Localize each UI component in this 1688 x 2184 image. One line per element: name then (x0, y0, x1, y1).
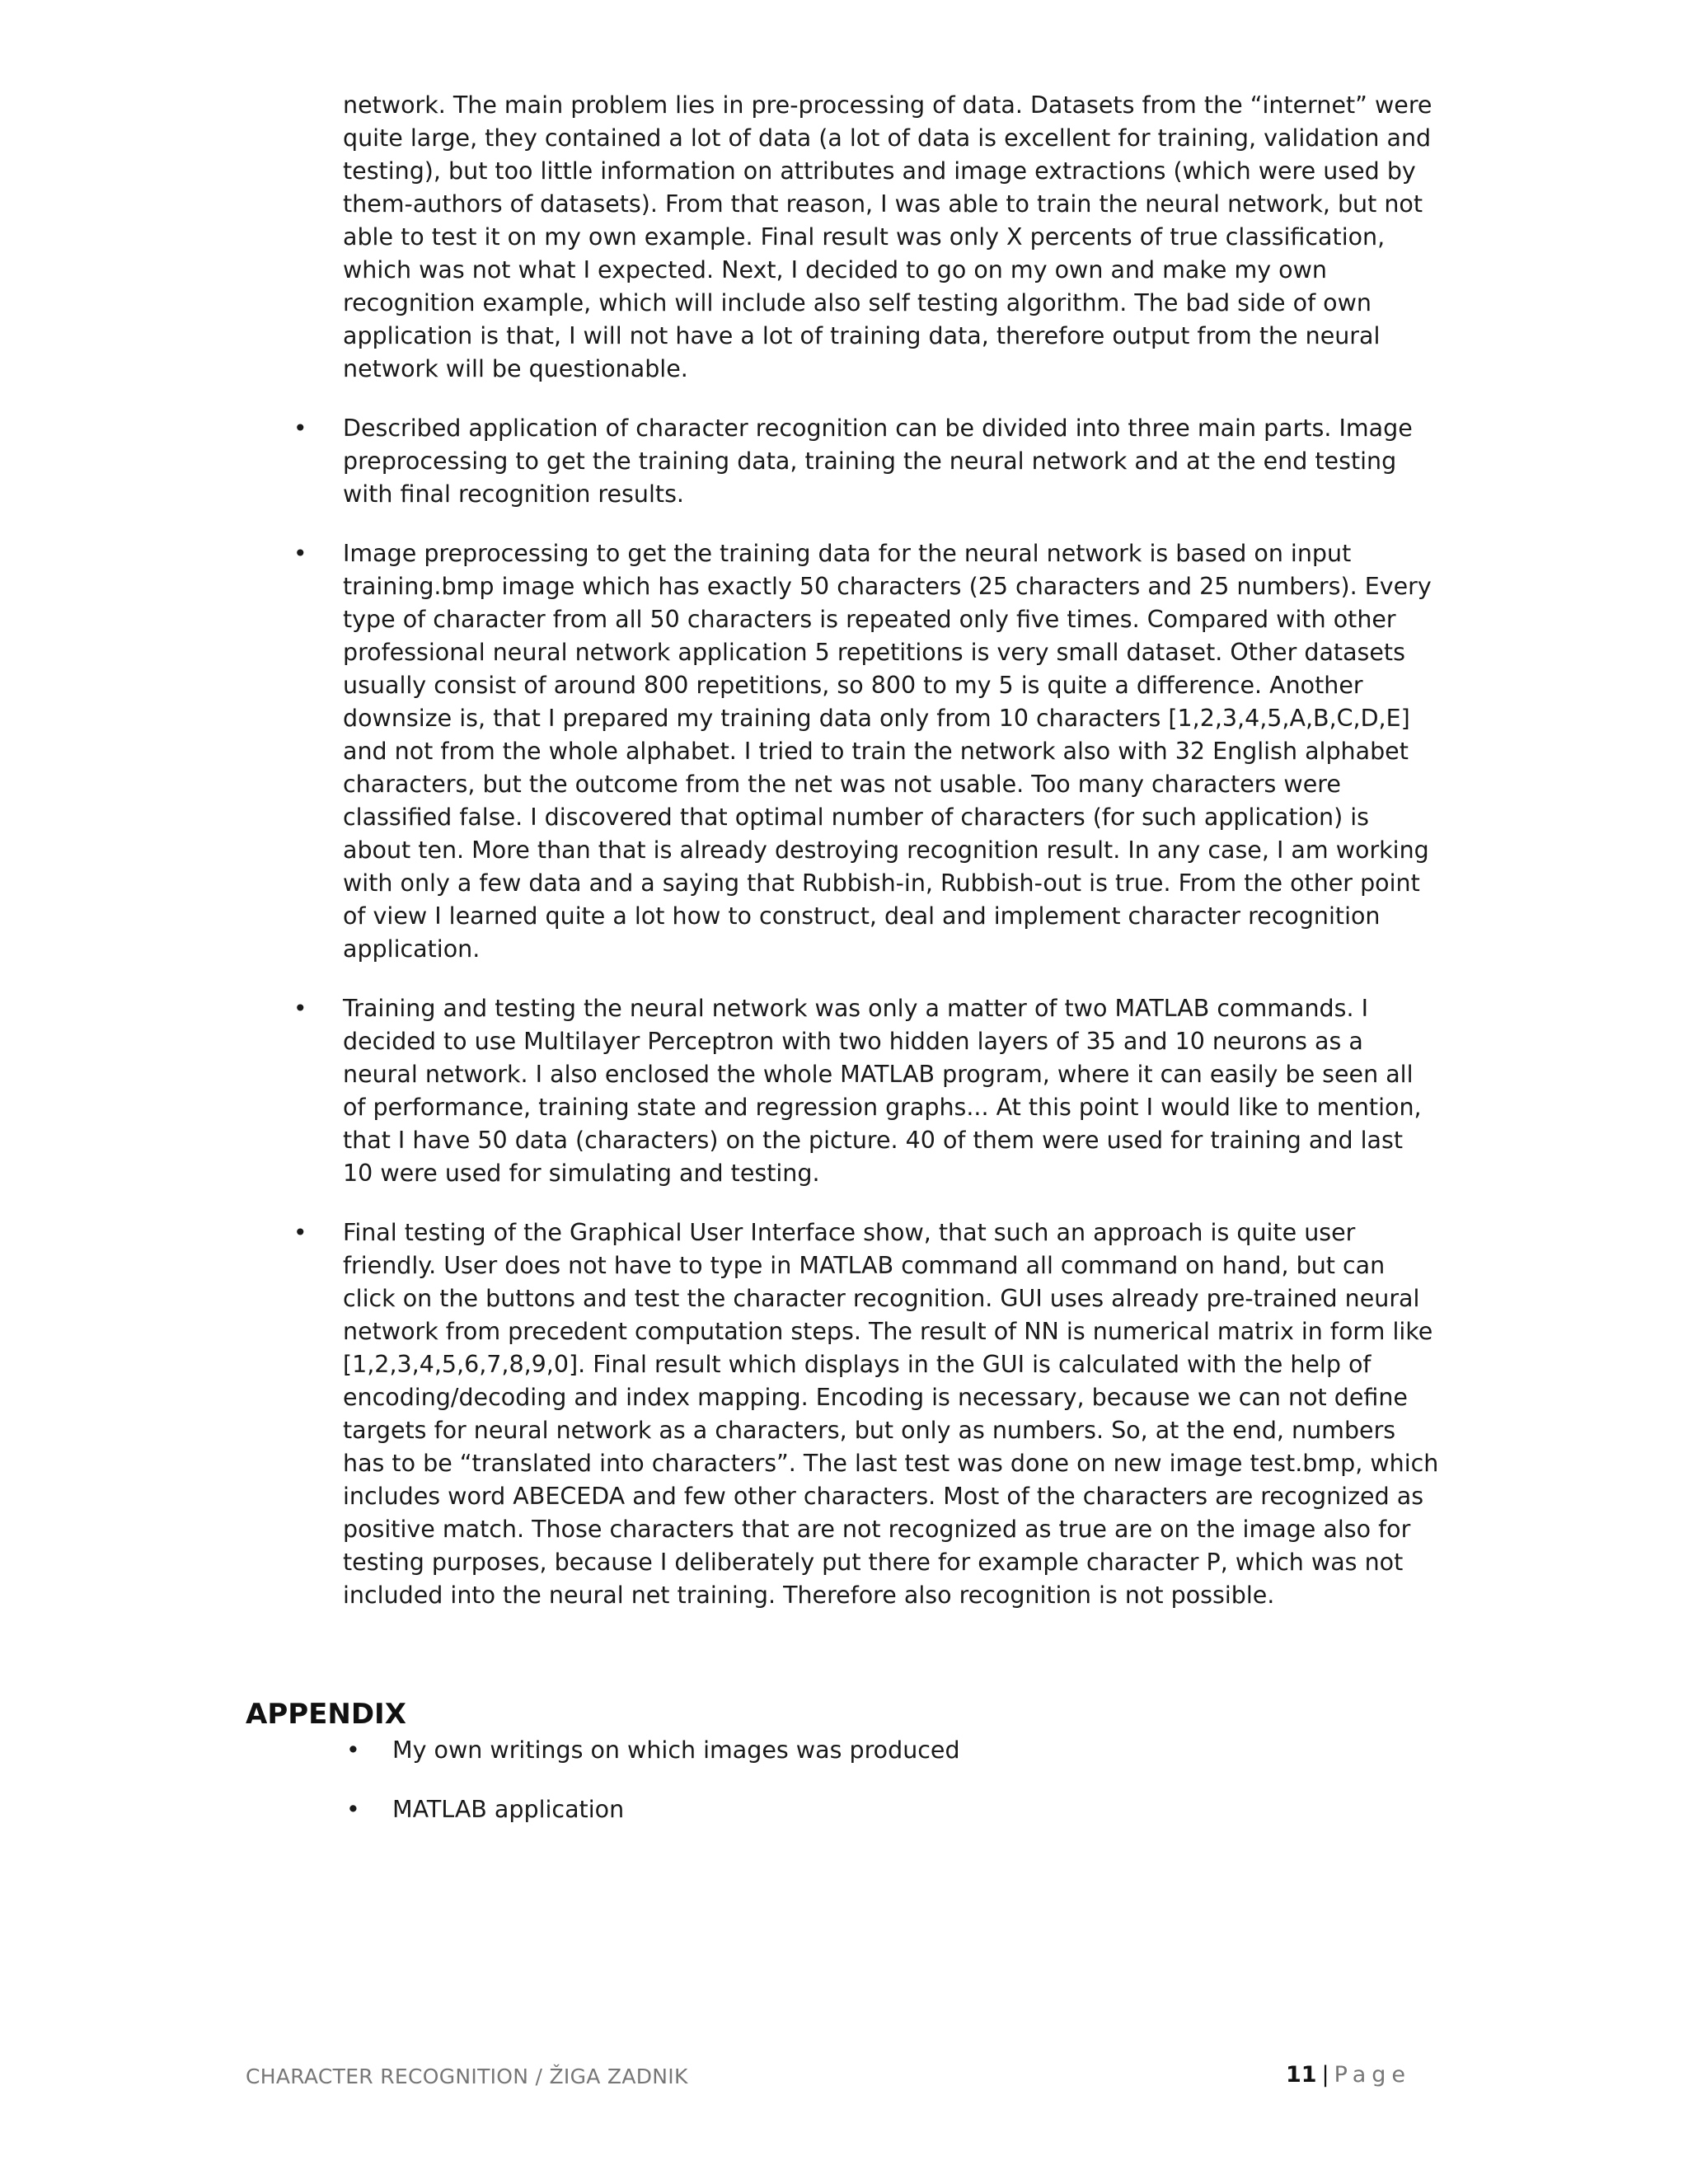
footer-title: CHARACTER RECOGNITION / ŽIGA ZADNIK (246, 2064, 688, 2088)
intro-paragraph: network. The main problem lies in pre-processing of data. Datasets from the “internet” were quite large, they contained a lot of data (a lot of data is excellent for training, validation and testing), but too little information on attributes and image extractions (which were used by them-authors of datasets). From that reason, I was able to train the neural network, but not able to test it on my own example. Final result was only X percents of true classification, which was not what I expected. Next, I decided to go on my own and make my own recognition example, which will include also self testing algorithm. The bad side of own application is that, I will not have a lot of training data, therefore output from the neural network will be questionable. (343, 91, 1432, 382)
page-number: 11 (1285, 2062, 1317, 2088)
appendix-item-writings: • My own writings on which images was produced (392, 1734, 1381, 1767)
main-text (343, 89, 1439, 1612)
bullet-item-overview: • Described application of character recognition can be divided into three main parts. Image preprocessing to get the training data, training the neural network and at the end testing with final recognition results. (343, 412, 1439, 511)
appendix-heading: APPENDIX (246, 1698, 406, 1731)
footer-page-indicator (1286, 2062, 1411, 2088)
page-word: Page (1334, 2062, 1411, 2088)
appendix-item-matlab: • MATLAB application (392, 1793, 1381, 1826)
bullet-list (343, 412, 1439, 1612)
appendix-list (392, 1734, 1381, 1853)
bullet-item-gui-testing: • Final testing of the Graphical User Interface show, that such an approach is quite user friendly. User does not have to type in MATLAB command all command on hand, but can click on the buttons and test the character recognition. GUI uses already pre-trained neural network from precedent computation steps. The result of NN is numerical matrix in form like [1,2,3,4,5,6,7,8,9,0]. Final result which displays in the GUI is calculated with the help of encoding/decoding and index mapping. Encoding is necessary, because we can not define targets for neural network as a characters, but only as numbers. So, at the end, numbers has to be “translated into characters”. The last test was done on new image test.bmp, which includes word ABECEDA and few other characters. Most of the characters are recognized as positive match. Those characters that are not recognized as true are on the image also for testing purposes, because I deliberately put there for example character P, which was not included into the neural net training. Therefore also recognition is not possible. (343, 1216, 1439, 1612)
footer-separator: | (1321, 2062, 1329, 2088)
bullet-item-preprocessing: • Image preprocessing to get the training data for the neural network is based on input training.bmp image which has exactly 50 characters (25 characters and 25 numbers). Every type of character from all 50 characters is repeated only five times. Compared with other professional neural network application 5 repetitions is very small dataset. Other datasets usually consist of around 800 repetitions, so 800 to my 5 is quite a difference. Another downsize is, that I prepared my training data only from 10 characters [1,2,3,4,5,A,B,C,D,E] and not from the whole alphabet. I tried to train the network also with 32 English alphabet characters, but the outcome from the net was not usable. Too many characters were classified false. I discovered that optimal number of characters (for such application) is about ten. More than that is already destroying recognition result. In any case, I am working with only a few data and a saying that Rubbish-in, Rubbish-out is true. From the other point of view I learned quite a lot how to construct, deal and implement character recognition application. (343, 537, 1439, 966)
bullet-item-training: • Training and testing the neural network was only a matter of two MATLAB commands. I decided to use Multilayer Perceptron with two hidden layers of 35 and 10 neurons as a neural network. I also enclosed the whole MATLAB program, where it can easily be seen all of performance, training state and regression graphs... At this point I would like to mention, that I have 50 data (characters) on the picture. 40 of them were used for training and last 10 were used for simulating and testing. (343, 992, 1439, 1190)
